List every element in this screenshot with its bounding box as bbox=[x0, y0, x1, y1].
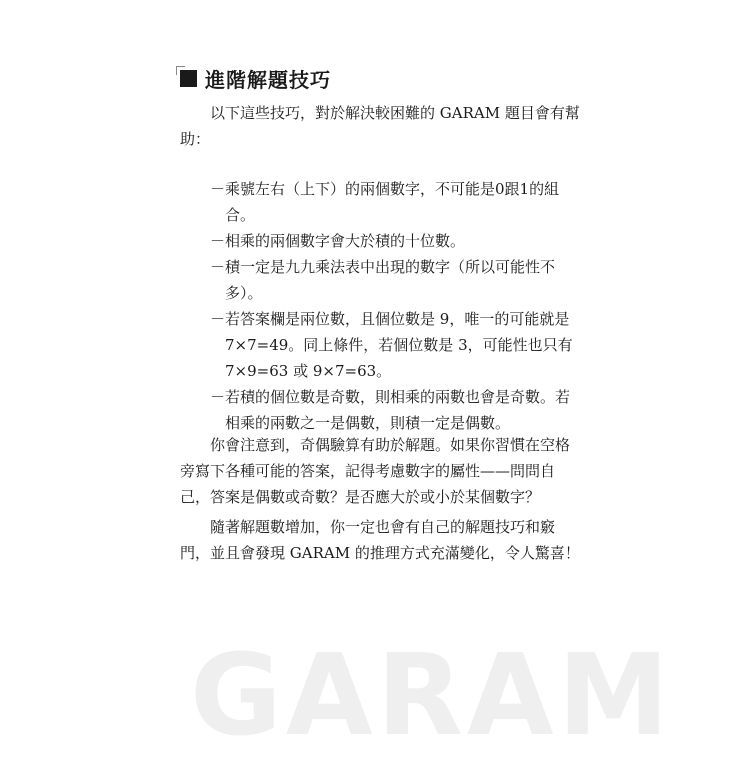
body-paragraph-2 bbox=[180, 514, 580, 566]
tip-item: －若答案欄是兩位數，且個位數是 9，唯一的可能就是 7×7=49。同上條件，若個位數是 3，可能性也只有 7×9=63 或 9×7=63。 bbox=[210, 310, 573, 380]
section-heading bbox=[180, 64, 331, 93]
intro-text: 以下這些技巧，對於解決較困難的 GARAM 題目會有幫助： bbox=[180, 104, 580, 148]
garam-watermark: GARAM bbox=[190, 631, 673, 761]
tip-item: －相乘的兩個數字會大於積的十位數。 bbox=[210, 232, 466, 250]
body-paragraph-1 bbox=[180, 432, 580, 510]
tip-item: －乘號左右（上下）的兩個數字，不可能是0跟1的組合。 bbox=[210, 180, 560, 224]
square-bullet-icon bbox=[180, 70, 197, 87]
paragraph-1-text: 你會注意到，奇偶驗算有助於解題。如果你習慣在空格旁寫下各種可能的答案，記得考慮數字的屬性——問問自己，答案是偶數或奇數？是否應大於或小於某個數字？ bbox=[180, 436, 571, 506]
tip-item: －若積的個位數是奇數，則相乘的兩數也會是奇數。若相乘的兩數之一是偶數，則積一定是偶數。 bbox=[210, 388, 571, 432]
tips-list bbox=[210, 176, 580, 436]
paragraph-2-text: 隨著解題數增加，你一定也會有自己的解題技巧和竅門，並且會發現 GARAM 的推理方式充滿變化，令人驚喜！ bbox=[180, 518, 580, 562]
tip-item: －積一定是九九乘法表中出現的數字（所以可能性不多）。 bbox=[210, 258, 556, 302]
intro-paragraph bbox=[180, 100, 580, 152]
heading-title: 進階解題技巧 bbox=[205, 68, 331, 92]
